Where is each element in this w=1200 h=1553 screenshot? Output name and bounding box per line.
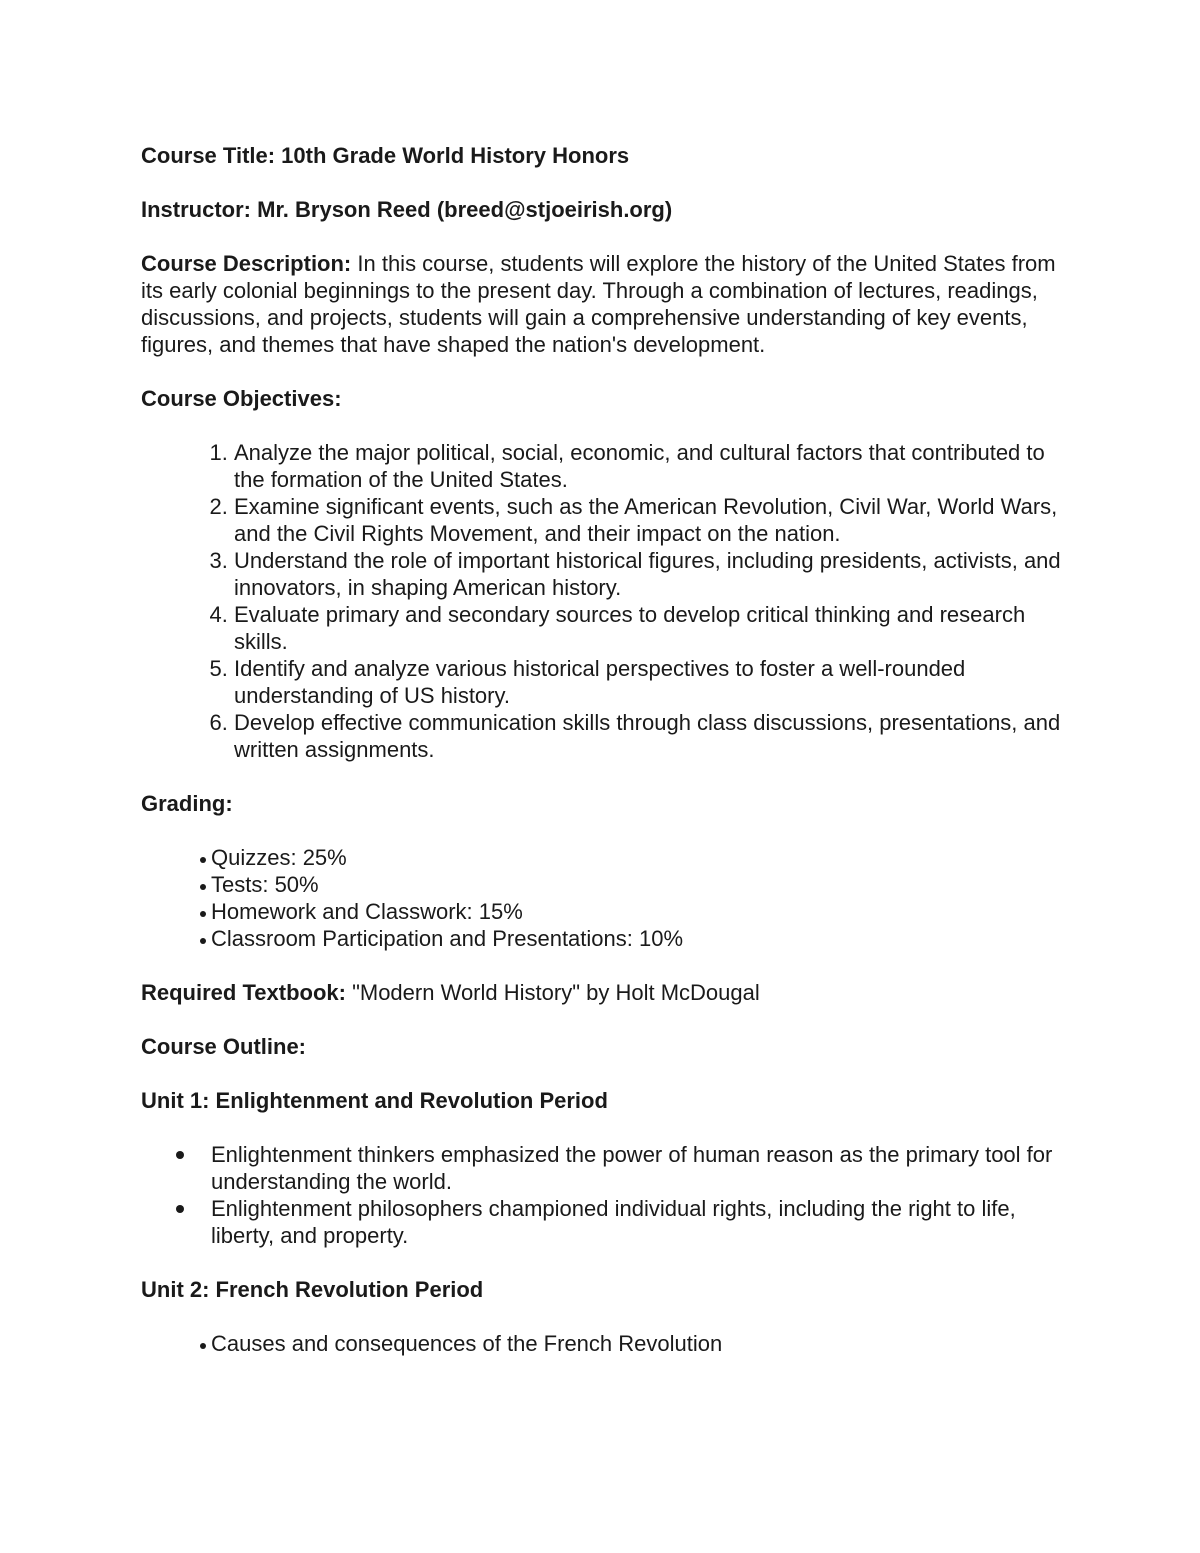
list-item: 6. Develop effective communication skills through class discussions, presentations, and written assignments. (234, 709, 1061, 763)
list-item: Classroom Participation and Presentations: 10% (198, 925, 1061, 952)
list-item: 1. Analyze the major political, social, economic, and cultural factors that contributed to the formation of the United States. (234, 439, 1061, 493)
required-textbook-label: Required Textbook: (141, 980, 346, 1005)
objectives-heading: Course Objectives: (141, 386, 342, 411)
unit2-list (141, 1330, 1061, 1357)
grading-heading: Grading: (141, 791, 233, 816)
list-item: Tests: 50% (198, 871, 1061, 898)
unit1-list (141, 1141, 1061, 1249)
grading-list (141, 844, 1061, 952)
list-item: Causes and consequences of the French Revolution (198, 1330, 1061, 1357)
required-textbook (141, 979, 1061, 1006)
list-item: 3. Understand the role of important historical figures, including presidents, activists, and innovators, in shaping American history. (234, 547, 1061, 601)
list-item (211, 1141, 1061, 1195)
list-item: 4. Evaluate primary and secondary sources to develop critical thinking and research skills. (234, 601, 1061, 655)
list-item: 2. Examine significant events, such as the American Revolution, Civil War, World Wars, and the Civil Rights Movement, and their impact on the nation. (234, 493, 1061, 547)
course-description-text: In this course, students will explore the history of the United States from its early colonial beginnings to the present day. Through a combination of lectures, readings, discussions, and projects, students will gain a comprehensive understanding of key events, figures, and themes that have shaped the nation's development. (141, 251, 1056, 357)
list-item-text: Enlightenment thinkers emphasized the power of human reason as the primary tool for understanding the world. (211, 1142, 1053, 1194)
objectives-list (141, 439, 1061, 763)
bullet-icon (176, 1151, 184, 1159)
list-item-text: Enlightenment philosophers championed individual rights, including the right to life, liberty, and property. (211, 1196, 1016, 1248)
course-outline-heading: Course Outline: (141, 1034, 307, 1059)
list-item: Homework and Classwork: 15% (198, 898, 1061, 925)
unit2-heading: Unit 2: French Revolution Period (141, 1277, 484, 1302)
instructor-line: Instructor: Mr. Bryson Reed (breed@stjoeirish.org) (141, 197, 673, 222)
required-textbook-text: "Modern World History" by Holt McDougal (345, 980, 760, 1005)
course-title: Course Title: 10th Grade World History Honors (141, 143, 630, 168)
list-item: 5. Identify and analyze various historical perspectives to foster a well-rounded understanding of US history. (234, 655, 1061, 709)
course-description-label: Course Description: (141, 251, 352, 276)
list-item: Quizzes: 25% (198, 844, 1061, 871)
course-description (141, 250, 1061, 358)
unit1-heading: Unit 1: Enlightenment and Revolution Period (141, 1088, 608, 1113)
list-item (211, 1195, 1061, 1249)
bullet-icon (176, 1205, 184, 1213)
document-page (141, 142, 1061, 1384)
